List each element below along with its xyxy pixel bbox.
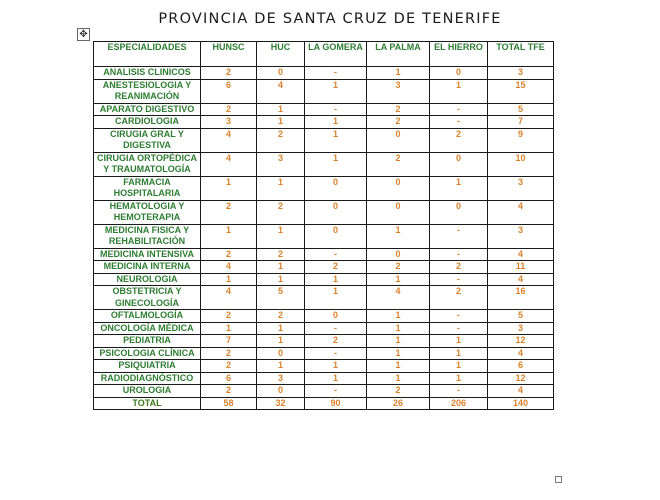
table-row [94,79,554,103]
specialty-name: ONCOLOGÍA MÉDICA [94,322,201,335]
cell-la-palma: 26 [367,397,430,410]
cell-la-palma: 2 [367,116,430,129]
cell-huc: 0 [257,385,305,398]
cell-el-hierro: 2 [430,128,488,152]
cell-total-tfe: 9 [488,128,554,152]
cell-la-gomera: - [305,385,367,398]
cell-hunsc: 2 [201,360,257,373]
cell-la-palma: 1 [367,360,430,373]
cell-hunsc: 2 [201,347,257,360]
cell-la-gomera: 90 [305,397,367,410]
cell-huc: 0 [257,347,305,360]
specialty-name: FARMACIA HOSPITALARIA [94,176,201,200]
cell-la-palma: 2 [367,103,430,116]
cell-el-hierro: 1 [430,372,488,385]
cell-hunsc: 1 [201,273,257,286]
cell-la-gomera: - [305,67,367,80]
specialty-name: MEDICINA FISICA Y REHABILITACIÓN [94,224,201,248]
header-el-hierro: EL HIERRO [430,42,488,67]
cell-total-tfe: 4 [488,273,554,286]
specialty-name: OBSTETRICIA Y GINECOLOGÍA [94,286,201,310]
table-row [94,67,554,80]
cell-total-tfe: 3 [488,67,554,80]
specialty-name: NEUROLOGIA [94,273,201,286]
data-table [93,41,554,410]
table-row [94,273,554,286]
cell-huc: 1 [257,322,305,335]
table-row [94,248,554,261]
cell-la-palma: 2 [367,152,430,176]
header-especialidades: ESPECIALIDADES [94,42,201,67]
cell-la-gomera: - [305,322,367,335]
cell-el-hierro: 0 [430,67,488,80]
cell-huc: 1 [257,335,305,348]
cell-la-gomera: - [305,347,367,360]
cell-hunsc: 1 [201,176,257,200]
cell-el-hierro: 1 [430,335,488,348]
cell-huc: 0 [257,67,305,80]
table-row [94,372,554,385]
cell-huc: 2 [257,200,305,224]
cell-la-palma: 1 [367,310,430,323]
specialty-name: CIRUGIA ORTOPÉDICA Y TRAUMATOLOGÍA [94,152,201,176]
cell-huc: 4 [257,79,305,103]
cell-hunsc: 4 [201,286,257,310]
cell-la-palma: 0 [367,248,430,261]
specialty-name: PSIQUIATRIA [94,360,201,373]
cell-el-hierro: - [430,310,488,323]
specialty-name: ANALISIS CLINICOS [94,67,201,80]
table-row [94,360,554,373]
cell-el-hierro: - [430,322,488,335]
cell-hunsc: 2 [201,103,257,116]
cell-el-hierro: 0 [430,200,488,224]
cell-el-hierro: 0 [430,152,488,176]
cell-la-palma: 1 [367,224,430,248]
cell-la-palma: 1 [367,335,430,348]
cell-el-hierro: 1 [430,79,488,103]
cell-la-gomera: - [305,248,367,261]
cell-el-hierro: - [430,385,488,398]
cell-el-hierro: - [430,103,488,116]
cell-el-hierro: 1 [430,360,488,373]
cell-la-gomera: 1 [305,79,367,103]
cell-hunsc: 2 [201,310,257,323]
cell-la-palma: 0 [367,128,430,152]
cell-hunsc: 1 [201,322,257,335]
specialty-name: CIRUGIA GRAL Y DIGESTIVA [94,128,201,152]
cell-total-tfe: 5 [488,310,554,323]
cell-la-palma: 0 [367,176,430,200]
cell-el-hierro: 2 [430,261,488,274]
header-huc: HUC [257,42,305,67]
cell-el-hierro: - [430,224,488,248]
specialty-name: MEDICINA INTENSIVA [94,248,201,261]
cell-huc: 2 [257,310,305,323]
header-la-palma: LA PALMA [367,42,430,67]
table-row [94,261,554,274]
cell-hunsc: 6 [201,372,257,385]
cell-hunsc: 4 [201,152,257,176]
total-row [94,397,554,410]
cell-la-gomera: 1 [305,128,367,152]
cell-la-palma: 2 [367,261,430,274]
cell-la-gomera: 1 [305,286,367,310]
cell-la-gomera: 0 [305,176,367,200]
cell-hunsc: 2 [201,248,257,261]
cell-el-hierro: - [430,273,488,286]
specialty-name: CARDIOLOGIA [94,116,201,129]
cell-total-tfe: 7 [488,116,554,129]
cell-la-palma: 1 [367,347,430,360]
cell-la-palma: 1 [367,273,430,286]
cell-hunsc: 4 [201,128,257,152]
cell-hunsc: 6 [201,79,257,103]
cell-total-tfe: 4 [488,200,554,224]
cell-la-palma: 1 [367,67,430,80]
specialty-name: PSICOLOGIA CLÍNICA [94,347,201,360]
cell-total-tfe: 11 [488,261,554,274]
specialty-name: RADIODIAGNÓSTICO [94,372,201,385]
cell-huc: 1 [257,224,305,248]
cell-hunsc: 2 [201,385,257,398]
cell-huc: 1 [257,360,305,373]
cell-total-tfe: 15 [488,79,554,103]
resize-handle-icon[interactable] [555,476,562,483]
cell-el-hierro: 2 [430,286,488,310]
header-total-tfe: TOTAL TFE [488,42,554,67]
specialty-name: OFTALMOLOGÍA [94,310,201,323]
table-row [94,116,554,129]
cell-el-hierro: - [430,248,488,261]
cell-la-gomera: 0 [305,310,367,323]
cell-total-tfe: 6 [488,360,554,373]
specialty-name: HEMATOLOGIA Y HEMOTERAPIA [94,200,201,224]
cell-el-hierro: 1 [430,176,488,200]
cell-huc: 32 [257,397,305,410]
cell-el-hierro: 1 [430,347,488,360]
cell-la-palma: 0 [367,200,430,224]
cell-hunsc: 3 [201,116,257,129]
cell-huc: 3 [257,372,305,385]
cell-la-gomera: 0 [305,200,367,224]
cell-total-tfe: 16 [488,286,554,310]
cell-total-tfe: 12 [488,335,554,348]
cell-total-tfe: 10 [488,152,554,176]
cell-hunsc: 2 [201,67,257,80]
cell-la-palma: 1 [367,322,430,335]
specialty-name: UROLOGIA [94,385,201,398]
table-row [94,310,554,323]
cell-huc: 3 [257,152,305,176]
specialty-name: MEDICINA INTERNA [94,261,201,274]
cell-hunsc: 4 [201,261,257,274]
total-label: TOTAL [94,397,201,410]
cell-huc: 2 [257,248,305,261]
cell-la-gomera: 2 [305,335,367,348]
cell-total-tfe: 3 [488,322,554,335]
specialty-name: APARATO DIGESTIVO [94,103,201,116]
table-row [94,103,554,116]
cell-total-tfe: 3 [488,224,554,248]
cell-huc: 1 [257,273,305,286]
cell-hunsc: 2 [201,200,257,224]
cell-hunsc: 58 [201,397,257,410]
table-row [94,347,554,360]
table-row [94,128,554,152]
cell-huc: 1 [257,176,305,200]
cell-total-tfe: 140 [488,397,554,410]
table-row [94,176,554,200]
cell-el-hierro: 206 [430,397,488,410]
header-row [94,42,554,67]
cell-huc: 1 [257,103,305,116]
cell-la-palma: 2 [367,385,430,398]
cell-hunsc: 1 [201,224,257,248]
cell-huc: 1 [257,261,305,274]
table-row [94,385,554,398]
cell-la-gomera: 1 [305,273,367,286]
cell-la-palma: 3 [367,79,430,103]
cell-total-tfe: 3 [488,176,554,200]
specialty-name: PEDIATRIA [94,335,201,348]
header-hunsc: HUNSC [201,42,257,67]
cell-la-palma: 4 [367,286,430,310]
cell-la-gomera: 0 [305,224,367,248]
cell-total-tfe: 12 [488,372,554,385]
cell-la-gomera: 1 [305,152,367,176]
table-row [94,152,554,176]
cell-total-tfe: 4 [488,385,554,398]
table-row [94,322,554,335]
cell-la-gomera: - [305,103,367,116]
table-row [94,200,554,224]
cell-total-tfe: 4 [488,248,554,261]
table-row [94,286,554,310]
header-la-gomera: LA GOMERA [305,42,367,67]
table-row [94,224,554,248]
move-arrows-icon[interactable]: ✥ [77,28,90,41]
cell-huc: 5 [257,286,305,310]
cell-la-gomera: 1 [305,360,367,373]
cell-hunsc: 7 [201,335,257,348]
cell-la-gomera: 1 [305,372,367,385]
cell-el-hierro: - [430,116,488,129]
cell-total-tfe: 4 [488,347,554,360]
table-row [94,335,554,348]
cell-la-palma: 1 [367,372,430,385]
specialty-name: ANESTESIOLOGIA Y REANIMACIÓN [94,79,201,103]
cell-la-gomera: 2 [305,261,367,274]
cell-huc: 2 [257,128,305,152]
cell-huc: 1 [257,116,305,129]
cell-total-tfe: 5 [488,103,554,116]
cell-la-gomera: 1 [305,116,367,129]
page-title: PROVINCIA DE SANTA CRUZ DE TENERIFE [158,11,502,27]
